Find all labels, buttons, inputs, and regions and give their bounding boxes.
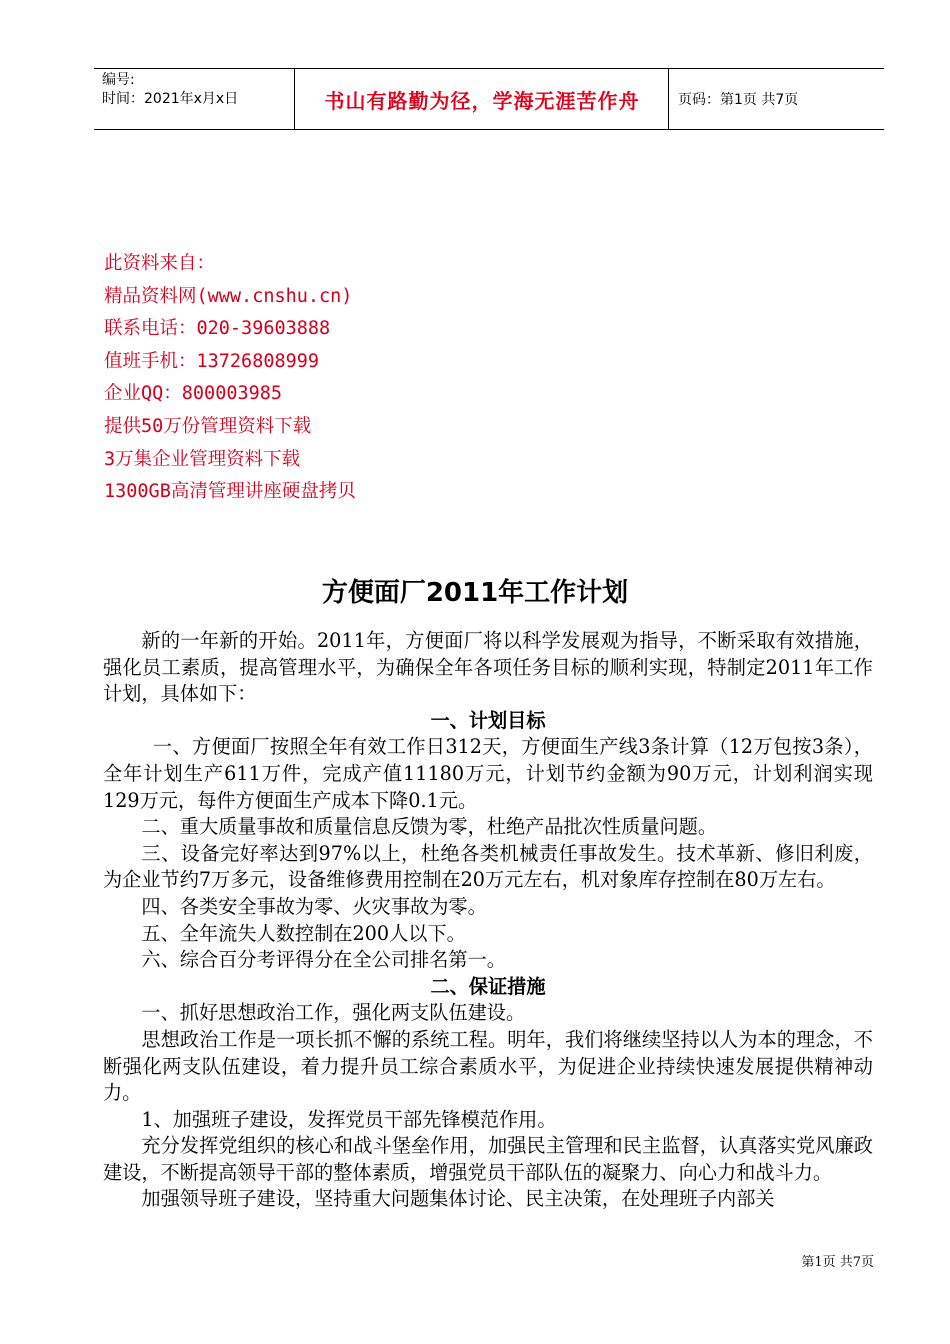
paragraph: 六、综合百分考评得分在全公司排名第一。 <box>141 948 506 972</box>
info-line: 联系电话：020-39603888 <box>104 318 331 340</box>
intro-paragraph: 新的一年新的开始。2011年，方便面厂将以科学发展观为指导，不断采取有效措施，强化员工素质，提高管理水平，为确保全年各项任务目标的顺利实现，特制定2011年工作计划，具体如下： <box>103 629 873 706</box>
section-heading: 一、计划目标 <box>430 708 546 732</box>
document-title: 方便面厂2011年工作计划 <box>321 578 629 608</box>
info-line: 1300GB高清管理讲座硬盘拷贝 <box>104 481 356 503</box>
source-info-block <box>104 248 356 509</box>
info-line: 值班手机：13726808999 <box>104 350 320 372</box>
header-divider <box>294 69 295 129</box>
paragraph: 思想政治工作是一项长抓不懈的系统工程。明年，我们将继续坚持以人为本的理念，不断强化两支队伍建设，着力提升员工综合素质水平，为促进企业持续快速发展提供精神动力。 <box>103 1027 873 1105</box>
info-line: 精品资料网(www.cnshu.cn) <box>104 285 353 307</box>
paragraph: 加强领导班子建设，坚持重大问题集体讨论、民主决策，在处理班子内部关 <box>141 1187 775 1211</box>
time-label: 时间：2021年x月x日 <box>102 91 239 107</box>
header-motto: 书山有路勤为径，学海无涯苦作舟 <box>324 89 640 113</box>
paragraph: 三、设备完好率达到97%以上，杜绝各类机械责任事故发生。技术革新、修旧利废，为企业节约7万多元，设备维修费用控制在20万元左右，机对象库存控制在80万左右。 <box>103 841 873 892</box>
page-footer: 第1页 共7页 <box>801 1255 874 1270</box>
header-page-label: 页码：第1页 共7页 <box>678 92 799 108</box>
info-line: 企业QQ：800003985 <box>104 383 283 405</box>
info-line: 提供50万份管理资料下载 <box>104 415 312 437</box>
page-header <box>94 68 884 130</box>
paragraph: 1、加强班子建设，发挥党员干部先锋模范作用。 <box>141 1107 557 1131</box>
paragraph: 充分发挥党组织的核心和战斗堡垒作用，加强民主管理和民主监督，认真落实党风廉政建设，不断提高领导干部的整体素质，增强党员干部队伍的凝聚力、向心力和战斗力。 <box>103 1134 873 1184</box>
paragraph: 四、各类安全事故为零、火灾事故为零。 <box>141 894 487 918</box>
header-divider <box>668 69 669 129</box>
paragraph: 一、方便面厂按照全年有效工作日312天，方便面生产线3条计算（12万包按3条），全年计划生产611万件，完成产值11180万元，计划节约金额为90万元，计划利润实现129万元，每件方便面生产成本下降0.1元。 <box>103 735 873 812</box>
number-label: 编号: <box>102 72 135 88</box>
section-heading: 二、保证措施 <box>430 974 546 998</box>
info-line: 3万集企业管理资料下载 <box>104 448 301 470</box>
paragraph: 二、重大质量事故和质量信息反馈为零，杜绝产品批次性质量问题。 <box>141 815 718 839</box>
paragraph: 五、全年流失人数控制在200人以下。 <box>141 921 466 945</box>
header-meta <box>102 71 292 109</box>
info-line: 此资料来自： <box>104 253 216 274</box>
document-body <box>103 628 873 1213</box>
paragraph: 一、抓好思想政治工作，强化两支队伍建设。 <box>141 1001 526 1025</box>
